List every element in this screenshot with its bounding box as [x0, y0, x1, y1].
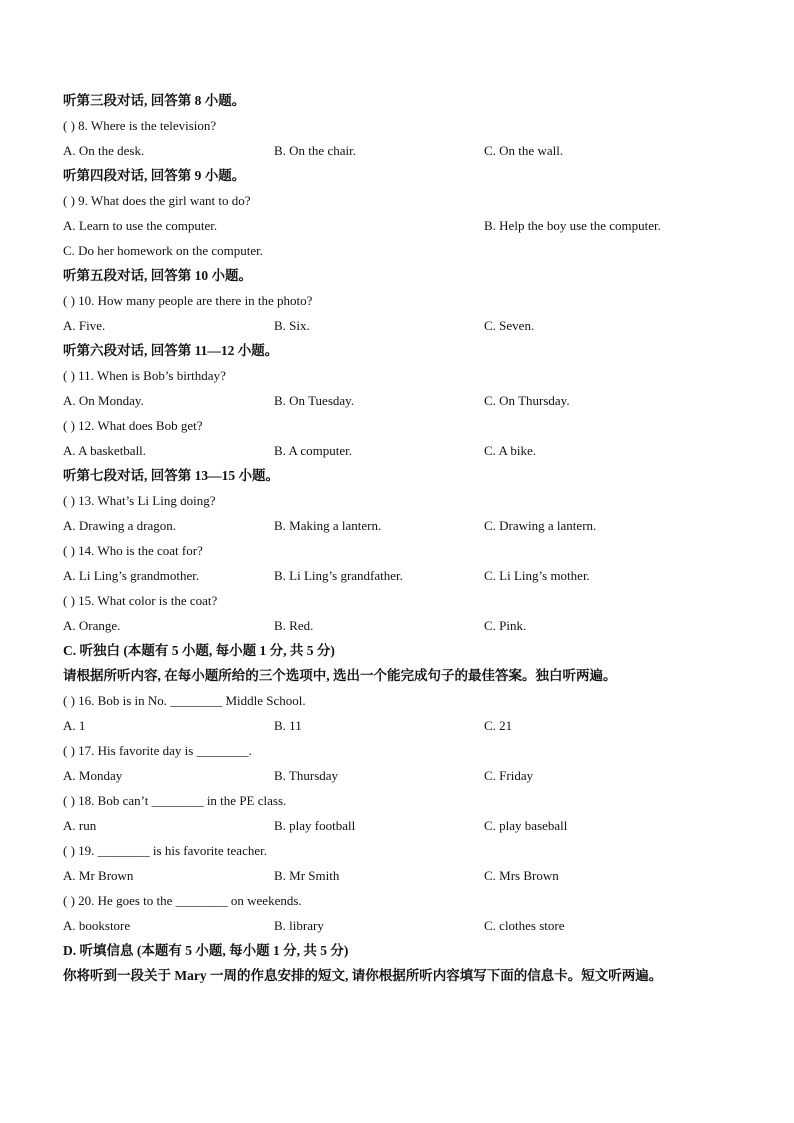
option-row	[63, 438, 743, 463]
option-c: C. On the wall.	[484, 143, 564, 158]
option-row	[63, 813, 743, 838]
option-row	[63, 763, 743, 788]
option-b: B. Li Ling’s grandfather.	[274, 568, 403, 583]
option-row	[63, 563, 743, 588]
question-line: ( ) 12. What does Bob get?	[63, 418, 203, 433]
option-b: B. On the chair.	[274, 143, 356, 158]
option-b: B. On Tuesday.	[274, 393, 355, 408]
option-a: A. Mr Brown	[63, 868, 134, 883]
option-c: C. Pink.	[484, 618, 527, 633]
option-a: A. On Monday.	[63, 393, 144, 408]
option-a: A. Drawing a dragon.	[63, 518, 176, 533]
option-a: A. bookstore	[63, 918, 131, 933]
question-line: ( ) 16. Bob is in No. ________ Middle School.	[63, 693, 306, 708]
option-b: B. 11	[274, 718, 302, 733]
option-a: A. Monday	[63, 768, 123, 783]
option-c: C. Drawing a lantern.	[484, 518, 597, 533]
option-row	[63, 388, 743, 413]
section-heading: 听第四段对话, 回答第 9 小题。	[63, 168, 246, 183]
exam-page	[63, 88, 743, 988]
option-b: B. Mr Smith	[274, 868, 340, 883]
question-line: ( ) 13. What’s Li Ling doing?	[63, 493, 216, 508]
option-c: C. Mrs Brown	[484, 868, 559, 883]
question-line: ( ) 11. When is Bob’s birthday?	[63, 368, 226, 383]
question-line: ( ) 15. What color is the coat?	[63, 593, 218, 608]
section-heading: 听第三段对话, 回答第 8 小题。	[63, 93, 246, 108]
option-c: C. On Thursday.	[484, 393, 570, 408]
option-c: C. Li Ling’s mother.	[484, 568, 590, 583]
section-heading: 听第五段对话, 回答第 10 小题。	[63, 268, 252, 283]
option-b: B. Six.	[274, 318, 310, 333]
option-a: A. A basketball.	[63, 443, 147, 458]
option-a: A. Learn to use the computer.	[63, 218, 218, 233]
option-a: A. Orange.	[63, 618, 121, 633]
option-row	[63, 313, 743, 338]
option-b: B. play football	[274, 818, 356, 833]
section-heading: D. 听填信息 (本题有 5 小题, 每小题 1 分, 共 5 分)	[63, 943, 349, 958]
section-heading: C. 听独白 (本题有 5 小题, 每小题 1 分, 共 5 分)	[63, 643, 335, 658]
question-line: ( ) 18. Bob can’t ________ in the PE class.	[63, 793, 287, 808]
option-row	[63, 138, 743, 163]
option-row	[63, 513, 743, 538]
option-a: A. run	[63, 818, 97, 833]
option-a: A. 1	[63, 718, 86, 733]
option-a: A. Li Ling’s grandmother.	[63, 568, 200, 583]
question-line: ( ) 14. Who is the coat for?	[63, 543, 203, 558]
option-b: B. A computer.	[274, 443, 352, 458]
option-c: C. clothes store	[484, 918, 565, 933]
question-line: ( ) 8. Where is the television?	[63, 118, 217, 133]
option-a: A. On the desk.	[63, 143, 145, 158]
option-row	[63, 863, 743, 888]
option-a: A. Five.	[63, 318, 106, 333]
option-row	[63, 213, 743, 238]
option-c: C. 21	[484, 718, 513, 733]
option-b: B. Red.	[274, 618, 314, 633]
option-row	[63, 613, 743, 638]
option-a: C. Do her homework on the computer.	[63, 243, 264, 258]
option-c: C. A bike.	[484, 443, 537, 458]
question-line: ( ) 10. How many people are there in the photo?	[63, 293, 313, 308]
section-heading: 听第六段对话, 回答第 11—12 小题。	[63, 343, 279, 358]
option-row	[63, 913, 743, 938]
option-b: B. library	[274, 918, 324, 933]
option-b: B. Thursday	[274, 768, 339, 783]
option-c: C. Seven.	[484, 318, 535, 333]
section-heading: 听第七段对话, 回答第 13—15 小题。	[63, 468, 279, 483]
option-row	[63, 238, 743, 263]
option-c: C. play baseball	[484, 818, 568, 833]
section-heading: 你将听到一段关于 Mary 一周的作息安排的短文, 请你根据所听内容填写下面的信息卡。短文听两遍。	[63, 968, 663, 983]
option-row	[63, 713, 743, 738]
option-c: B. Help the boy use the computer.	[484, 218, 661, 233]
section-heading: 请根据所听内容, 在每小题所给的三个选项中, 选出一个能完成句子的最佳答案。独白听两遍。	[63, 668, 617, 683]
question-line: ( ) 19. ________ is his favorite teacher.	[63, 843, 267, 858]
question-line: ( ) 17. His favorite day is ________.	[63, 743, 252, 758]
question-line: ( ) 9. What does the girl want to do?	[63, 193, 251, 208]
option-c: C. Friday	[484, 768, 534, 783]
question-line: ( ) 20. He goes to the ________ on weekends.	[63, 893, 302, 908]
option-b: B. Making a lantern.	[274, 518, 382, 533]
